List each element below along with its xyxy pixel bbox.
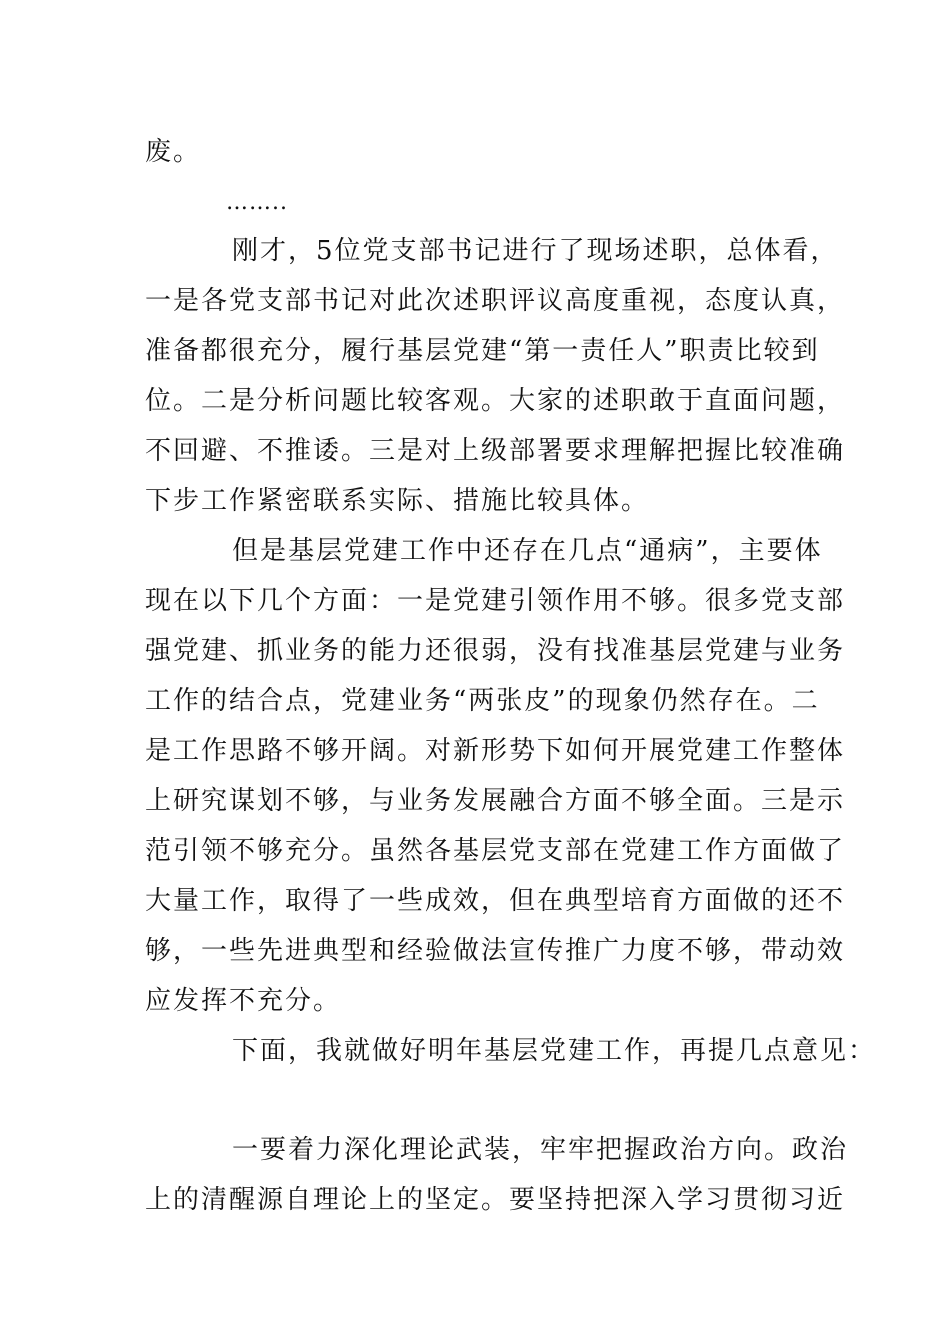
ellipsis-line: ……..	[226, 190, 288, 215]
paragraph-2-line-8: 大量工作，取得了一些成效，但在典型培育方面做的还不	[145, 886, 846, 916]
paragraph-2-line-1: 但是基层党建工作中还存在几点“通病”，主要体	[232, 536, 823, 566]
paragraph-1-line-2: 一是各党支部书记对此次述职评议高度重视，态度认真，	[145, 286, 846, 316]
paragraph-2-line-7: 范引领不够充分。虽然各基层党支部在党建工作方面做了	[145, 836, 846, 866]
paragraph-2-line-5: 是工作思路不够开阔。对新形势下如何开展党建工作整体	[145, 736, 846, 766]
paragraph-2-line-2: 现在以下几个方面：一是党建引领作用不够。很多党支部	[145, 586, 846, 616]
paragraph-3-line-1: 下面，我就做好明年基层党建工作，再提几点意见：	[232, 1036, 877, 1066]
paragraph-2-line-3: 强党建、抓业务的能力还很弱，没有找准基层党建与业务	[145, 636, 846, 666]
paragraph-2-line-9: 够，一些先进典型和经验做法宣传推广力度不够，带动效	[145, 936, 846, 966]
paragraph-2-line-4: 工作的结合点，党建业务“两张皮”的现象仍然存在。二	[145, 686, 820, 716]
text-line: 废。	[145, 137, 202, 167]
paragraph-2-line-10: 应发挥不充分。	[145, 986, 342, 1016]
paragraph-1-line-6: 下步工作紧密联系实际、措施比较具体。	[145, 486, 650, 516]
paragraph-1-line-5: 不回避、不推诿。三是对上级部署要求理解把握比较准确	[145, 436, 846, 466]
paragraph-1-line-4: 位。二是分析问题比较客观。大家的述职敢于直面问题，	[145, 386, 846, 416]
paragraph-2-line-6: 上研究谋划不够，与业务发展融合方面不够全面。三是示	[145, 786, 846, 816]
paragraph-4-line-1: 一要着力深化理论武装，牢牢把握政治方向。政治	[232, 1135, 849, 1165]
paragraph-1-line-3: 准备都很充分，履行基层党建“第一责任人”职责比较到	[145, 336, 820, 366]
paragraph-4-line-2: 上的清醒源自理论上的坚定。要坚持把深入学习贯彻习近	[145, 1185, 846, 1215]
paragraph-1-line-1: 刚才，5位党支部书记进行了现场述职，总体看，	[232, 236, 839, 266]
